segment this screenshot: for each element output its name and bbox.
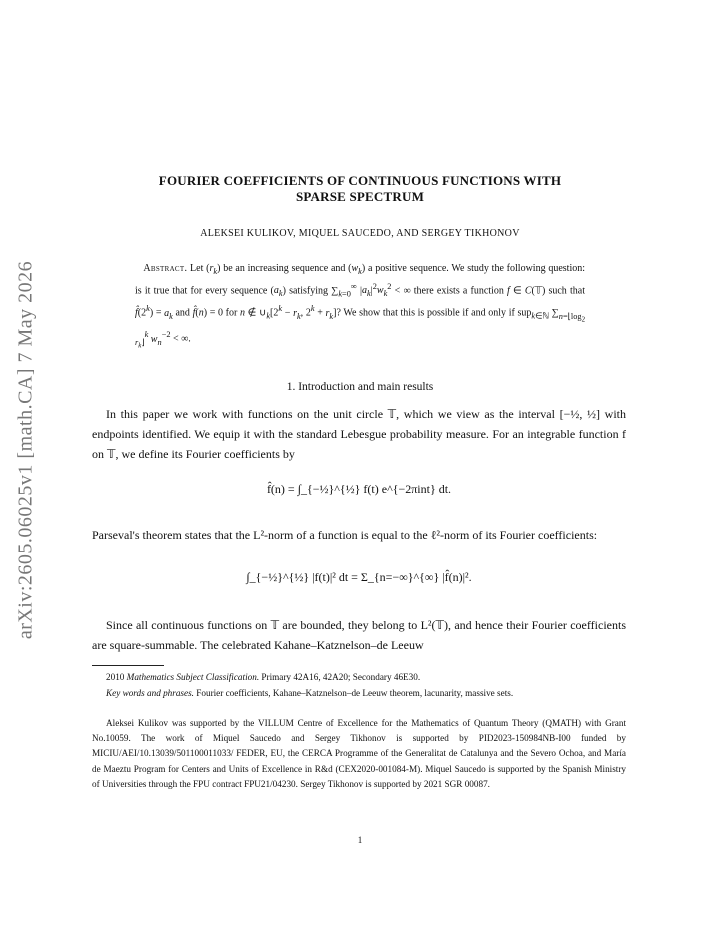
section-heading [80,381,640,393]
abstract-label: Abstract. [143,263,188,274]
paper-title [80,173,640,205]
page-number: 1 [357,835,363,845]
keywords-label: Key words and phrases. [106,688,194,698]
title-line-1: FOURIER COEFFICIENTS OF CONTINUOUS FUNCTIONS WITH [158,173,562,188]
paragraph-3: Since all continuous functions on 𝕋 are bounded, they belong to L²(𝕋), and hence their Fourier coefficients are square-summable. The celebrated Kahane–Katznelson–de Leeuw [92,618,626,652]
footnote-rule [92,665,164,666]
title-line-2: SPARSE SPECTRUM [295,189,425,204]
paragraph-2: Parseval's theorem states that the L²-norm of a function is equal to the ℓ²-norm of its Fourier coefficients: [92,528,598,542]
footnote-keywords [92,686,626,701]
arxiv-identifier: arXiv:2605.06025v1 [math.CA] 7 May 2026 [14,260,37,640]
keywords-text: Fourier coefficients, Kahane–Katznelson–de Leeuw theorem, lacunarity, massive sets. [196,688,514,698]
msc-codes: Primary 42A16, 42A20; Secondary 46E30. [261,672,421,682]
author-list: ALEKSEI KULIKOV, MIQUEL SAUCEDO, AND SERGEY TIKHONOV [200,228,520,239]
equation-fourier-coefficient: f̂(n) = ∫_{−½}^{½} f(t) e^{−2πint} dt. [266,482,452,496]
section-title: 1. Introduction and main results [286,381,434,393]
equation-parseval: ∫_{−½}^{½} |f(t)|² dt = Σ_{n=−∞}^{∞} |f̂(n)|². [246,570,472,584]
msc-label: Mathematics Subject Classification. [126,672,260,682]
abstract: Abstract. Let $(r_k)$ be an increasing sequence and $(w_k)$ a positive sequence. We study the following question: is it true that for every sequence $(a_k)$ satisfying $\sum_{k=0}^\infty$ $|a_k|^2w_k^2$ < ∞ there exists a function f ∈ C(𝕋) such that $f̂(2^k) = a_k$ and f̂(n) = 0 for n ∉ $\cup_k[2^k - r_k$, $2^k + r_k$]? We show that this is possible if and only if sup$_{k\in ℕ}$ $\sum_{n=⌊log_2 r_k⌋}^k$ $w_n^{-2}$ < ∞. [135,263,586,350]
footnote-funding: Aleksei Kulikov was supported by the VILLUM Centre of Excellence for the Mathematics of Quantum Theory (QMATH) with Grant No.10059. The work of Miquel Saucedo and Sergey Tikhonov is supported by PID2023-150984NB-I00 funded by MICIU/AEI/10.13039/501100011033/ FEDER, EU, the CERCA Programme of the Generalitat de Catalunya and the Severo Ochoa, and María de Maeztu Program for Centers and Units of Excellence in R&d (CEX2020-001084-M). Miquel Saucedo is supported by the Spanish Ministry of Universities through the FPU contract FPU21/04230. Sergey Tikhonov is supported by 2021 SGR 00087. [92,718,626,789]
footnote-msc: 2010 Mathematics Subject Classification. Primary 42A16, 42A20; Secondary 46E30. [106,672,421,682]
paragraph-1: In this paper we work with functions on the unit circle 𝕋, which we view as the interval [−½, ½] with endpoints identified. We equip it with the standard Lebesgue probability measure. For an integrable function f on 𝕋, we define its Fourier coefficients by [92,407,626,461]
arxiv-sidebar-stamp [8,240,44,660]
